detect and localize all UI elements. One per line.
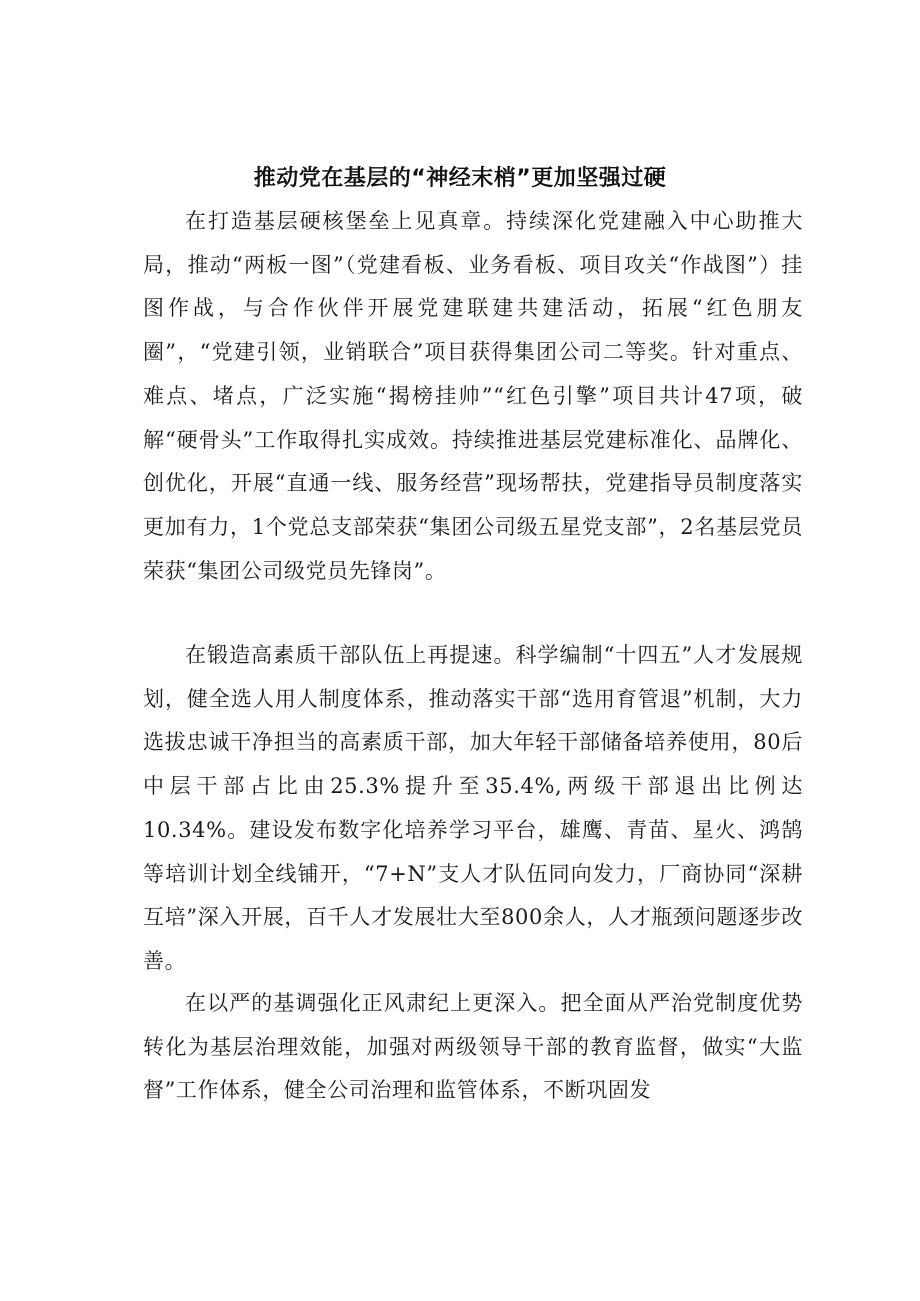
paragraph-cadre-team: 在锻造高素质干部队伍上再提速。科学编制“十四五”人才发展规划，健全选人用人制度体系，推动落实干部“选用育管退”机制，大力选拔忠诚干净担当的高素质干部，加大年轻干部储备培养使用，80后中层干部占比由25.3%提升至35.4%,两级干部退出比例达10.34%。建设发布数字化培养学习平台，雄鹰、青苗、星火、鸿鹄等培训计划全线铺开，“7+N”支人才队伍同向发力，厂商协同“深耕互培”深入开展，百千人才发展壮大至800余人，人才瓶颈问题逐步改善。 xyxy=(143,643,803,973)
paragraph-party-building: 在打造基层硬核堡垒上见真章。持续深化党建融入中心助推大局，推动“两板一图”（党建看板、业务看板、项目攻关“作战图”）挂图作战，与合作伙伴开展党建联建共建活动，拓展“红色朋友圈”，“党建引领，业销联合”项目获得集团公司二等奖。针对重点、难点、堵点，广泛实施“揭榜挂帅”“红色引擎”项目共计47项，破解“硬骨头”工作取得扎实成效。持续推进基层党建标准化、品牌化、创优化，开展“直通一线、服务经营”现场帮扶，党建指导员制度落实更加有力，1个党总支部荣获“集团公司级五星党支部”，2名基层党员荣获“集团公司级党员先锋岗”。 xyxy=(143,209,803,583)
document-title: 推动党在基层的“神经末梢”更加坚强过硬 xyxy=(253,166,667,191)
paragraph-discipline: 在以严的基调强化正风肃纪上更深入。把全面从严治党制度优势转化为基层治理效能，加强对两级领导干部的教育监督，做实“大监督”工作体系，健全公司治理和监管体系，不断巩固发 xyxy=(143,991,803,1103)
